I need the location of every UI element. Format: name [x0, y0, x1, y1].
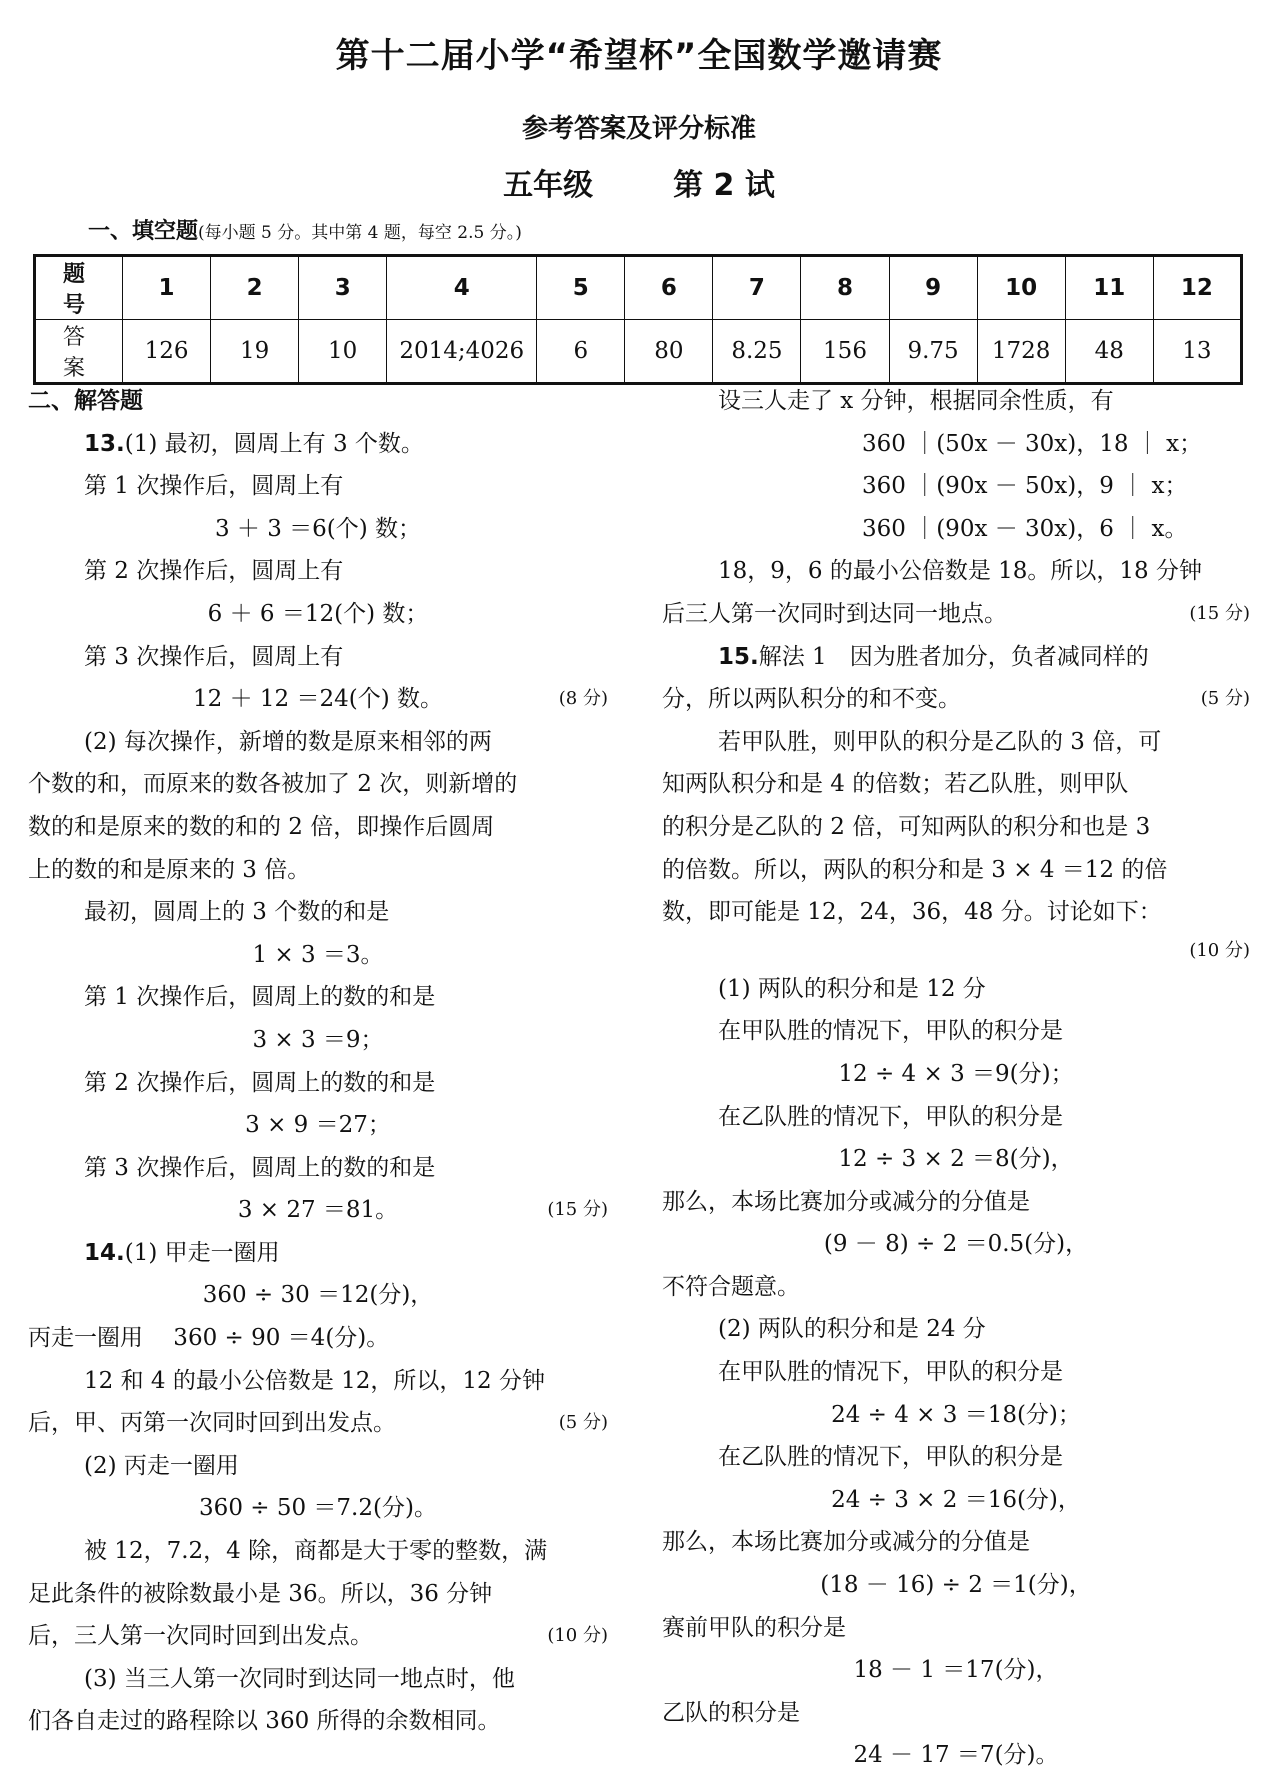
text-line	[28, 1445, 608, 1488]
text-line	[28, 1402, 608, 1445]
line-text: 们各自走过的路程除以 360 所得的余数相同。	[28, 1708, 501, 1735]
answer-cell: 80	[625, 320, 713, 384]
line-text: 3 × 27 ＝81。	[237, 1197, 399, 1224]
text-line	[662, 721, 1250, 764]
question-number-row	[35, 256, 1242, 320]
line-text: (10 分)	[1189, 939, 1250, 961]
page-title: 第十二届小学“希望杯”全国数学邀请赛	[335, 36, 943, 76]
text-line	[662, 1607, 1250, 1650]
text-line	[662, 968, 1250, 1011]
line-text: 分，所以两队积分的和不变。	[662, 686, 961, 713]
answer-cell: 10	[299, 320, 387, 384]
line-text: 知两队积分和是 4 的倍数；若乙队胜，则甲队	[662, 771, 1129, 798]
text-line	[28, 380, 608, 423]
text-line	[28, 934, 608, 977]
line-text: 丙走一圈用 360 ÷ 90 ＝4(分)。	[28, 1325, 390, 1352]
line-text: 12 ÷ 3 × 2 ＝8(分)，	[838, 1146, 1074, 1173]
question-number-cell: 2	[211, 256, 299, 320]
right-column	[662, 380, 1250, 1777]
line-text: (2) 两队的积分和是 24 分	[718, 1316, 986, 1343]
score-points: (5 分)	[558, 1412, 608, 1434]
line-text: 在乙队胜的情况下，甲队的积分是	[718, 1444, 1063, 1471]
score-points: (10 分)	[547, 1625, 608, 1647]
line-text: 24 － 17 ＝7(分)。	[853, 1742, 1059, 1769]
answer-cell: 9.75	[889, 320, 977, 384]
line-text: 在乙队胜的情况下，甲队的积分是	[718, 1103, 1063, 1130]
line-text: 第 1 次操作后，圆周上的数的和是	[84, 984, 436, 1011]
line-text: 6 ＋ 6 ＝12(个) 数；	[207, 600, 429, 627]
line-text: 第 2 次操作后，圆周上的数的和是	[84, 1069, 436, 1096]
question-number-cell: 10	[977, 256, 1065, 320]
line-text: 12 和 4 的最小公倍数是 12，所以，12 分钟	[84, 1367, 545, 1394]
text-line	[28, 1530, 608, 1573]
text-line	[28, 849, 608, 892]
line-text: 解法 1 因为胜者加分，负者减同样的	[758, 643, 1149, 670]
line-text: (2) 每次操作，新增的数是原来相邻的两	[84, 728, 492, 755]
line-text: 乙队的积分是	[662, 1699, 800, 1726]
answer-cell: 8.25	[713, 320, 801, 384]
line-text: 第 3 次操作后，圆周上的数的和是	[84, 1154, 436, 1181]
text-line	[662, 593, 1250, 636]
question-number-cell: 1	[123, 256, 211, 320]
text-line	[662, 380, 1250, 423]
text-line	[28, 1019, 608, 1062]
row-header-question-number: 题 号	[35, 256, 123, 320]
line-text: 3 × 9 ＝27；	[245, 1112, 391, 1139]
score-points: (5 分)	[1200, 688, 1250, 710]
question-number: 15.	[718, 643, 759, 670]
text-line	[662, 1266, 1250, 1309]
answer-cell: 2014;4026	[387, 320, 537, 384]
line-text: 360 ｜(50x － 30x)，18 ｜ x；	[862, 430, 1203, 457]
text-line	[28, 636, 608, 679]
question-number-cell: 3	[299, 256, 387, 320]
line-text: 第 3 次操作后，圆周上有	[84, 643, 344, 670]
text-line	[662, 1649, 1250, 1692]
grade-round-heading	[0, 160, 1278, 204]
question-number-cell: 11	[1065, 256, 1153, 320]
text-line	[28, 678, 608, 721]
page-subtitle: 参考答案及评分标准	[521, 114, 756, 144]
text-line	[662, 678, 1250, 721]
text-line	[28, 1189, 608, 1232]
text-line	[28, 1360, 608, 1403]
text-line	[662, 1479, 1250, 1522]
text-line	[28, 1317, 608, 1360]
line-text: 数，即可能是 12，24，36，48 分。讨论如下：	[662, 899, 1162, 926]
text-line	[662, 1053, 1250, 1096]
question-number-cell: 9	[889, 256, 977, 320]
line-text: 360 ｜(90x － 50x)，9 ｜ x；	[862, 473, 1188, 500]
line-text: 若甲队胜，则甲队的积分是乙队的 3 倍，可	[718, 728, 1162, 755]
grade-label: 五年级	[503, 168, 594, 203]
text-line	[28, 593, 608, 636]
line-text: 那么，本场比赛加分或减分的分值是	[662, 1188, 1030, 1215]
line-text: 在甲队胜的情况下，甲队的积分是	[718, 1359, 1063, 1386]
question-number-cell: 6	[625, 256, 713, 320]
line-text: 不符合题意。	[662, 1273, 800, 1300]
line-text: 最初，圆周上的 3 个数的和是	[84, 899, 390, 926]
text-line	[662, 550, 1250, 593]
line-text: 的倍数。所以，两队的积分和是 3 × 4 ＝12 的倍	[662, 856, 1168, 883]
answer-cell: 6	[537, 320, 625, 384]
section-heading: 二、解答题	[28, 388, 143, 414]
line-text: 360 ÷ 50 ＝7.2(分)。	[199, 1495, 437, 1522]
line-text: 18 － 1 ＝17(分)，	[853, 1657, 1059, 1684]
text-line	[662, 636, 1250, 679]
text-line	[662, 1692, 1250, 1735]
answer-cell: 48	[1065, 320, 1153, 384]
line-text: 1 × 3 ＝3。	[252, 941, 384, 968]
line-text: 24 ÷ 3 × 2 ＝16(分)，	[831, 1486, 1081, 1513]
text-line	[28, 423, 608, 466]
answer-cell: 126	[123, 320, 211, 384]
line-text: 24 ÷ 4 × 3 ＝18(分)；	[831, 1401, 1081, 1428]
answer-cell: 19	[211, 320, 299, 384]
answer-table	[33, 254, 1243, 385]
line-text: 的积分是乙队的 2 倍，可知两队的积分和也是 3	[662, 813, 1151, 840]
question-number-cell: 4	[387, 256, 537, 320]
text-line	[28, 1147, 608, 1190]
line-text: 赛前甲队的积分是	[662, 1614, 846, 1641]
text-line	[28, 1573, 608, 1616]
text-line	[662, 849, 1250, 892]
line-text: 后三人第一次同时到达同一地点。	[662, 600, 1007, 627]
text-line	[662, 806, 1250, 849]
line-text: 360 ｜(90x － 30x)，6 ｜ x。	[862, 515, 1188, 542]
text-line	[662, 1010, 1250, 1053]
answer-cell: 13	[1153, 320, 1241, 384]
text-line	[662, 1436, 1250, 1479]
text-line	[662, 1308, 1250, 1351]
text-line	[662, 1096, 1250, 1139]
score-points: (15 分)	[547, 1199, 608, 1221]
line-text: (1) 两队的积分和是 12 分	[718, 975, 986, 1002]
line-text: 个数的和，而原来的数各被加了 2 次，则新增的	[28, 771, 518, 798]
text-line	[28, 1274, 608, 1317]
text-line	[28, 891, 608, 934]
line-text: 3 × 3 ＝9；	[252, 1026, 384, 1053]
line-text: 后，三人第一次同时回到出发点。	[28, 1623, 373, 1650]
text-line	[28, 550, 608, 593]
line-text: 12 ＋ 12 ＝24(个) 数。	[193, 686, 443, 713]
text-line	[28, 763, 608, 806]
text-line	[662, 891, 1250, 934]
text-line	[662, 1138, 1250, 1181]
line-text: (1) 甲走一圈用	[124, 1239, 280, 1266]
answer-cell: 156	[801, 320, 889, 384]
score-points: (8 分)	[558, 688, 608, 710]
text-line	[28, 1615, 608, 1658]
text-line	[28, 976, 608, 1019]
line-text: 18，9，6 的最小公倍数是 18。所以，18 分钟	[718, 558, 1202, 585]
text-line	[28, 508, 608, 551]
text-line	[28, 721, 608, 764]
text-line	[28, 1700, 608, 1743]
answer-row	[35, 320, 1242, 384]
text-line	[662, 423, 1250, 466]
text-line	[662, 1181, 1250, 1224]
question-number-cell: 5	[537, 256, 625, 320]
text-line	[662, 1351, 1250, 1394]
line-text: (1) 最初，圆周上有 3 个数。	[124, 430, 424, 457]
line-text: (3) 当三人第一次同时到达同一地点时，他	[84, 1665, 515, 1692]
line-text: 360 ÷ 30 ＝12(分)，	[202, 1282, 434, 1309]
section-fill-in-heading	[88, 214, 522, 245]
question-number-cell: 7	[713, 256, 801, 320]
text-line	[28, 1658, 608, 1701]
line-text: 12 ÷ 4 × 3 ＝9(分)；	[838, 1060, 1074, 1087]
text-line	[662, 465, 1250, 508]
text-line	[28, 465, 608, 508]
line-text: 被 12，7.2，4 除，商都是大于零的整数，满	[84, 1538, 548, 1565]
line-text: 足此条件的被除数最小是 36。所以，36 分钟	[28, 1580, 493, 1607]
text-line	[28, 806, 608, 849]
text-line	[662, 1734, 1250, 1777]
left-column	[28, 380, 608, 1743]
text-line	[662, 763, 1250, 806]
line-text: (18 － 16) ÷ 2 ＝1(分)，	[820, 1572, 1092, 1599]
line-text: 后，甲、丙第一次同时回到出发点。	[28, 1410, 396, 1437]
section-fill-in-note: (每小题 5 分。其中第 4 题，每空 2.5 分。)	[198, 223, 522, 243]
text-line	[28, 1232, 608, 1275]
text-line	[28, 1062, 608, 1105]
text-line	[662, 1564, 1250, 1607]
answer-cell: 1728	[977, 320, 1065, 384]
text-line	[28, 1104, 608, 1147]
text-line	[28, 1487, 608, 1530]
line-text: 上的数的和是原来的 3 倍。	[28, 856, 311, 883]
line-text: 数的和是原来的数的和的 2 倍，即操作后圆周	[28, 813, 495, 840]
question-number-cell: 8	[801, 256, 889, 320]
text-line	[662, 934, 1250, 968]
line-text: 设三人走了 x 分钟，根据同余性质，有	[718, 388, 1114, 414]
line-text: 那么，本场比赛加分或减分的分值是	[662, 1529, 1030, 1556]
text-line	[662, 508, 1250, 551]
section-fill-in-label: 一、填空题	[88, 219, 199, 244]
line-text: 第 1 次操作后，圆周上有	[84, 473, 344, 500]
question-number: 14.	[84, 1239, 125, 1266]
line-text: (9 － 8) ÷ 2 ＝0.5(分)，	[823, 1231, 1089, 1258]
text-line	[662, 1394, 1250, 1437]
text-line	[662, 1521, 1250, 1564]
line-text: (2) 丙走一圈用	[84, 1452, 239, 1479]
text-line	[662, 1223, 1250, 1266]
line-text: 在甲队胜的情况下，甲队的积分是	[718, 1018, 1063, 1045]
question-number: 13.	[84, 430, 125, 457]
round-label: 第 2 试	[673, 168, 775, 203]
score-points: (15 分)	[1189, 602, 1250, 624]
line-text: 第 2 次操作后，圆周上有	[84, 558, 344, 585]
row-header-answer: 答 案	[35, 320, 123, 384]
line-text: 3 ＋ 3 ＝6(个) 数；	[214, 515, 422, 542]
question-number-cell: 12	[1153, 256, 1241, 320]
